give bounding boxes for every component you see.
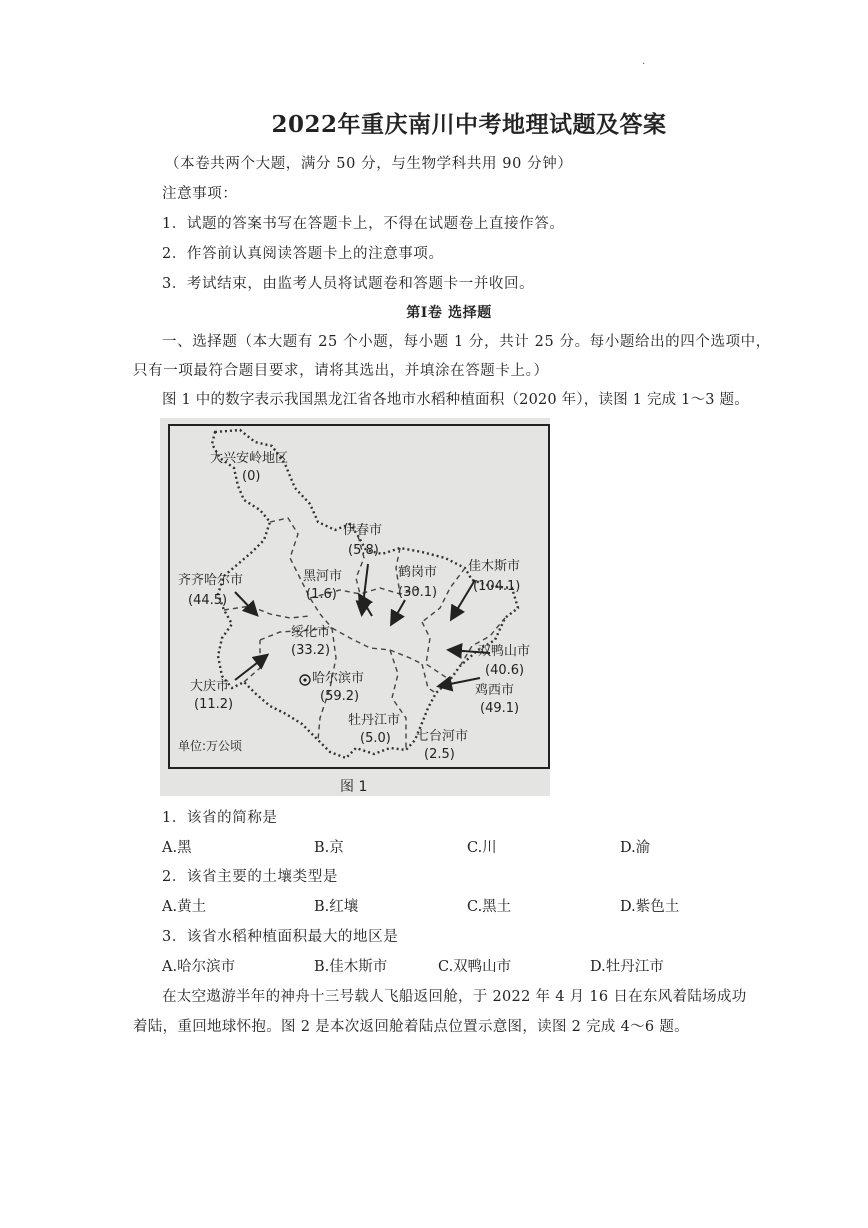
- notice-item: 1．试题的答案书写在答题卡上，不得在试题卷上直接作答。: [162, 216, 565, 232]
- region-value: (1.6): [306, 587, 337, 602]
- option-b[interactable]: B.京: [314, 840, 344, 856]
- part1-instruction-cont: 只有一项最符合题目要求，请将其选出，并填涂在答题卡上。）: [133, 363, 549, 379]
- option-a[interactable]: A.哈尔滨市: [162, 959, 236, 975]
- region-value: (11.2): [194, 697, 234, 712]
- figure2-intro: 在太空遨游半年的神舟十三号载人飞船返回舱，于 2022 年 4 月 16 日在东风着陆场成功: [162, 989, 747, 1005]
- option-c[interactable]: C.双鸭山市: [438, 959, 512, 975]
- map-unit: 单位:万公顷: [178, 739, 243, 753]
- heilongjiang-rice-map: [160, 418, 550, 796]
- section-title: 第Ⅰ卷 选择题: [406, 305, 492, 321]
- option-d[interactable]: D.紫色土: [620, 899, 680, 915]
- option-a[interactable]: A.黄土: [162, 899, 207, 915]
- region-value: (40.6): [485, 663, 525, 678]
- region-name: 大庆市: [190, 679, 230, 694]
- option-c[interactable]: C.黑土: [467, 899, 512, 915]
- page-title: 2022年重庆南川中考地理试题及答案: [271, 111, 667, 138]
- corner-mark: .: [642, 56, 646, 67]
- region-name: 绥化市: [291, 625, 331, 640]
- region-name: 齐齐哈尔市: [178, 573, 244, 588]
- region-value: (104.1): [473, 579, 521, 594]
- option-b[interactable]: B.佳木斯市: [314, 959, 388, 975]
- notice-heading: 注意事项：: [162, 186, 238, 202]
- region-value: (59.2): [320, 689, 360, 704]
- region-name: 鸡西市: [475, 683, 515, 698]
- region-name: 佳木斯市: [468, 559, 521, 574]
- figure-caption: 图 1: [340, 779, 368, 795]
- region-labels: [178, 450, 530, 795]
- figure1-intro: 图 1 中的数字表示我国黑龙江省各地市水稻种植面积（2020 年），读图 1 完成 1～3 题。: [162, 392, 749, 408]
- question-stem: 2．该省主要的土壤类型是: [162, 869, 338, 885]
- region-name: 黑河市: [303, 569, 343, 584]
- region-value: (5.8): [348, 543, 379, 558]
- question-stem: 3．该省水稻种植面积最大的地区是: [162, 929, 399, 945]
- notice-item: 3．考试结束，由监考人员将试题卷和答题卡一并收回。: [162, 276, 535, 292]
- region-name: 哈尔滨市: [312, 671, 365, 686]
- region-value: (2.5): [424, 747, 455, 762]
- option-b[interactable]: B.红壤: [314, 899, 359, 915]
- map-svg: [160, 418, 550, 796]
- region-value: (49.1): [480, 701, 520, 716]
- region-name: 伊春市: [343, 523, 383, 538]
- region-value: (5.0): [360, 731, 391, 746]
- figure2-intro-cont: 着陆，重回地球怀抱。图 2 是本次返回舱着陆点位置示意图，读图 2 完成 4～6 题。: [133, 1019, 689, 1035]
- region-name: 鹤岗市: [398, 565, 438, 580]
- region-value: (33.2): [291, 643, 331, 658]
- option-c[interactable]: C.川: [467, 840, 497, 856]
- option-d[interactable]: D.渝: [620, 840, 651, 856]
- option-d[interactable]: D.牡丹江市: [590, 959, 664, 975]
- region-name: 双鸭山市: [478, 644, 531, 659]
- region-name: 牡丹江市: [348, 713, 401, 728]
- region-value: (0): [242, 469, 261, 484]
- exam-note: （本卷共两个大题，满分 50 分，与生物学科共用 90 分钟）: [165, 156, 573, 172]
- region-name: 七台河市: [416, 729, 469, 744]
- region-value: (44.5): [188, 593, 228, 608]
- region-value: (30.1): [398, 585, 438, 600]
- notice-item: 2．作答前认真阅读答题卡上的注意事项。: [162, 246, 444, 262]
- region-name: 大兴安岭地区: [210, 451, 289, 466]
- part1-instruction: 一、选择题（本大题有 25 个小题，每小题 1 分，共计 25 分。每小题给出的四个选项中，: [162, 334, 771, 350]
- option-a[interactable]: A.黑: [162, 840, 192, 856]
- question-stem: 1．该省的简称是: [162, 810, 278, 826]
- map-arrows: [235, 564, 490, 686]
